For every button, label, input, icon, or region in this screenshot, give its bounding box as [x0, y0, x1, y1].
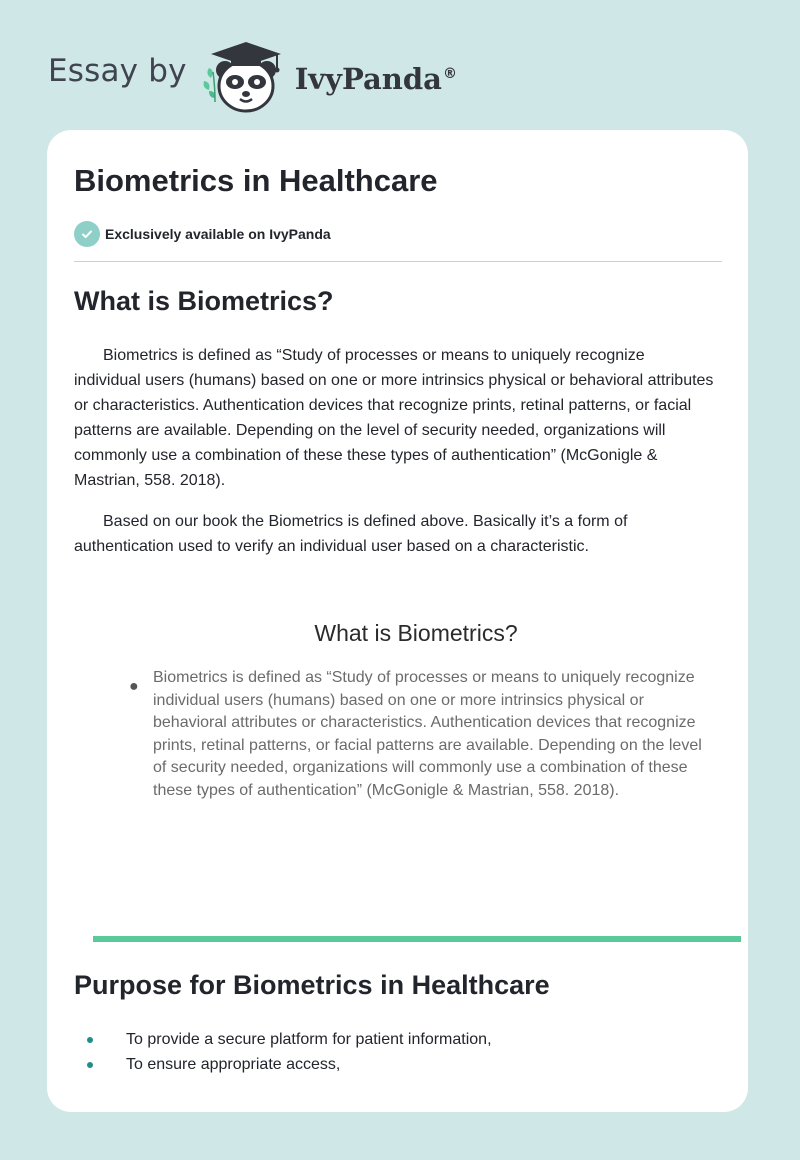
list-item-text: To provide a secure platform for patient information, — [126, 1030, 492, 1048]
list-item — [87, 1027, 492, 1052]
brand-prefix: Essay by — [48, 53, 187, 89]
panda-mascot-icon — [201, 36, 291, 116]
section-paragraph-summary: Based on our book the Biometrics is defined above. Basically it’s a form of authentication used to verify an individual user based on a characteristic. — [74, 513, 628, 555]
slide-title: What is Biometrics? — [314, 620, 518, 646]
bullet-dot-icon: ● — [129, 678, 139, 695]
slide-bullet-text: Biometrics is defined as “Study of processes or means to uniquely recognize individual users (humans) based on one or more intrinsics physical or behavioral attributes or characteristics. Authentication devices that recognize prints, retinal patterns, or facial patterns are available. Depending on the level of security needed, organizations will commonly use a combination of these these types of authentication” (McGonigle & Mastrian, 558. 2018). — [153, 669, 702, 799]
section-heading-what-is-biometrics: What is Biometrics? — [74, 286, 334, 316]
title-divider — [74, 261, 722, 262]
exclusive-label: Exclusively available on IvyPanda — [105, 226, 331, 242]
page-title: Biometrics in Healthcare — [74, 163, 438, 198]
list-item-text: To ensure appropriate access, — [126, 1055, 341, 1073]
check-circle-icon — [74, 221, 100, 247]
bullet-dot-icon — [87, 1037, 93, 1043]
brand-name: IvyPanda® — [294, 62, 457, 96]
brand-logo[interactable] — [48, 36, 457, 116]
exclusive-badge — [74, 221, 331, 247]
section-heading-purpose: Purpose for Biometrics in Healthcare — [74, 970, 550, 1000]
registered-mark: ® — [442, 66, 457, 83]
embedded-slide — [47, 610, 748, 830]
essay-card — [47, 130, 748, 1112]
purpose-list — [87, 1027, 492, 1077]
section-separator-bar — [93, 936, 741, 942]
list-item — [87, 1052, 492, 1077]
bullet-dot-icon — [87, 1062, 93, 1068]
section-paragraph-definition: Biometrics is defined as “Study of processes or means to uniquely recognize individual users (humans) based on one or more intrinsics physical or behavioral attributes or characteristics. Authentication devices that recognize prints, retinal patterns, or facial patterns are available. Depending on the level of security needed, organizations will commonly use a combination of these these types of authentication” (McGonigle & Mastrian, 558. 2018). — [74, 347, 714, 489]
